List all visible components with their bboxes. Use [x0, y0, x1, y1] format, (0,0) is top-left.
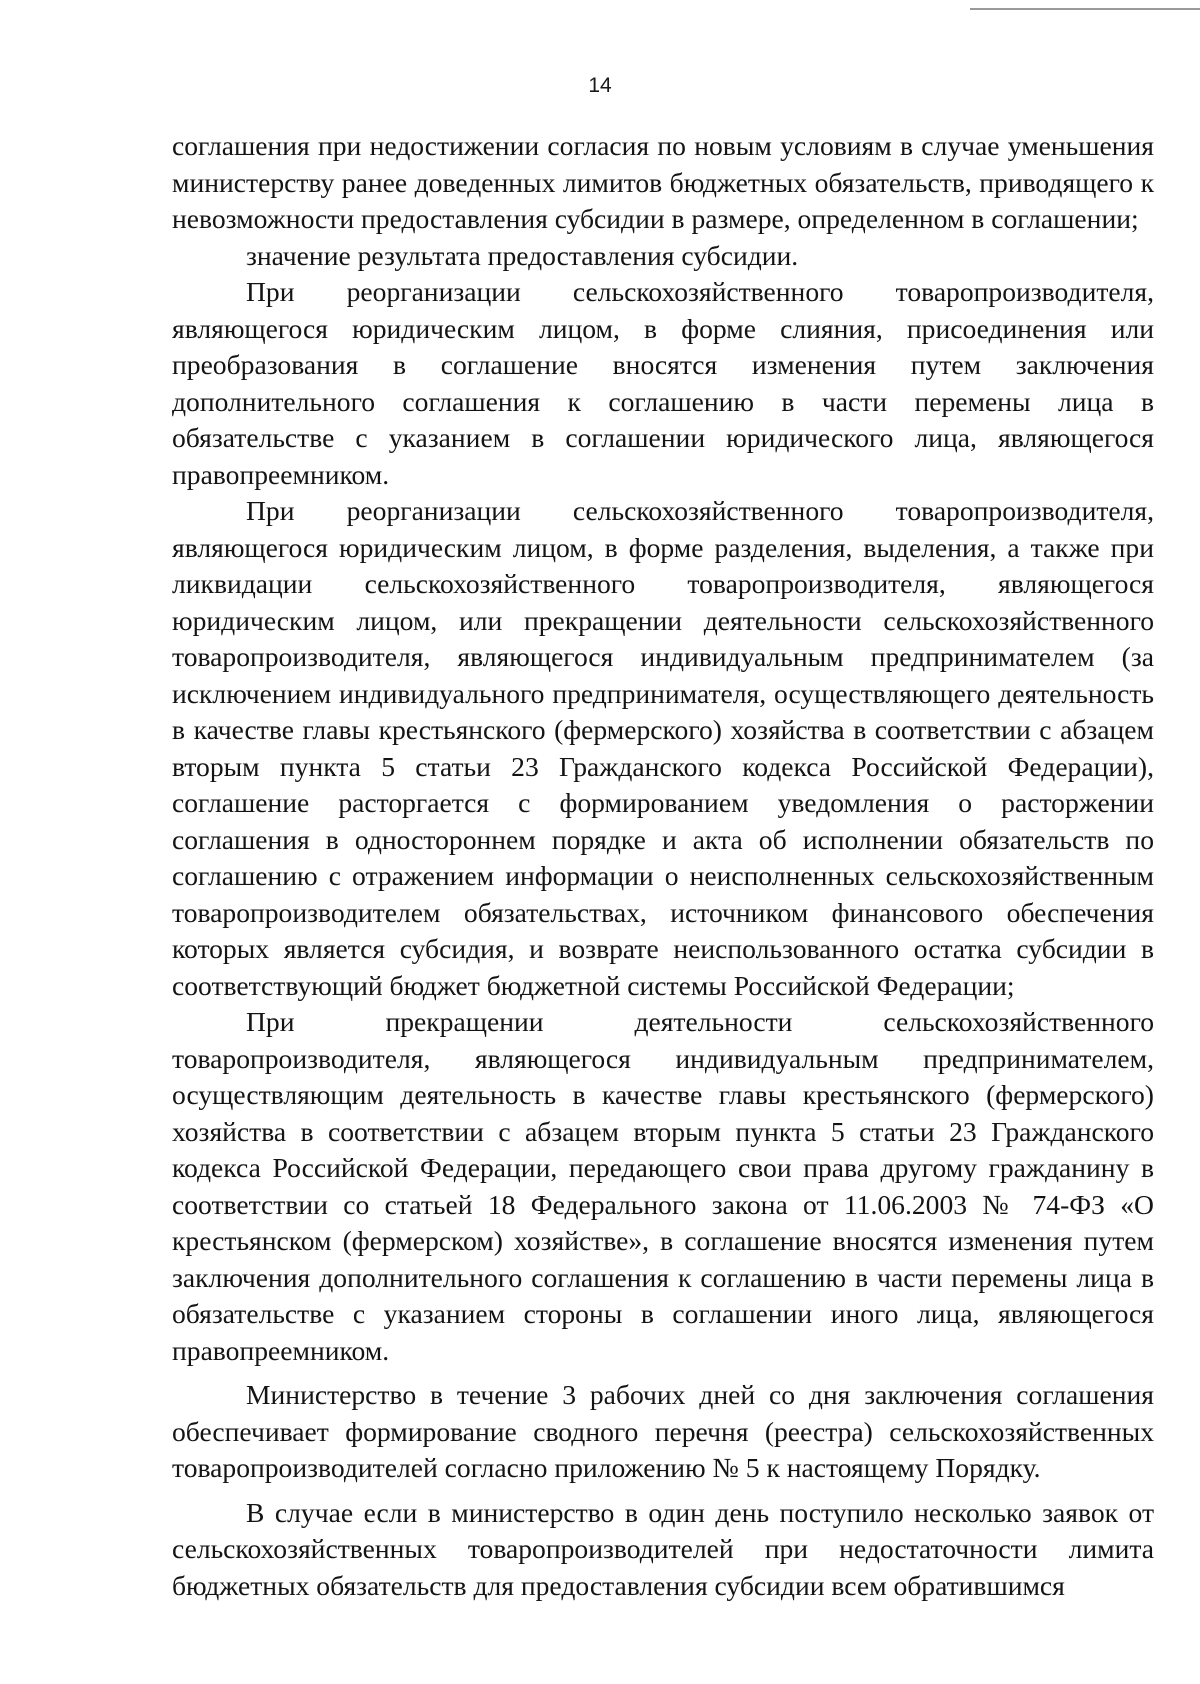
paragraph-reorganization-division: При реорганизации сельскохозяйственного товаропроизводителя, являющегося юридическим лицом, в форме разделения, выделения, а также при ликвидации сельскохозяйственного товаропроизводителя, являющегося юридическим лицом, или прекращении деятельности сельскохозяйственного товаропроизводителя, являющегося индивидуальным предпринимателем (за исключением индивидуального предпринимателя, осуществляющего деятельность в качестве главы крестьянского (фермерского) хозяйства в соответствии с абзацем вторым пункта 5 статьи 23 Гражданского кодекса Российской Федерации), соглашение расторгается с формированием уведомления о расторжении соглашения в одностороннем порядке и акта об исполнении обязательств по соглашению с отражением информации о неисполненных сельскохозяйственным товаропроизводителем обязательствах, источником финансового обеспечения которых является субсидия, и возврате неиспользованного остатка субсидии в соответствующий бюджет бюджетной системы Российской Федерации;	[172, 495, 1154, 1001]
paragraph-multiple-applications: В случае если в министерство в один день поступило несколько заявок от сельскохозяйственных товаропроизводителей при недостаточности лимита бюджетных обязательств для предоставления субсидии всем обратившимся	[172, 1496, 1154, 1601]
page-number: 14	[588, 74, 612, 97]
paragraph-agreement-termination-clause: соглашения при недостижении согласия по новым условиям в случае уменьшения министерству ранее доведенных лимитов бюджетных обязательств, приводящего к невозможности предоставления субсидии в размере, определенном в соглашении;	[172, 130, 1154, 234]
paragraph-farm-head-succession: При прекращении деятельности сельскохозяйственного товаропроизводителя, являющегося индивидуальным предпринимателем, осуществляющим деятельность в качестве главы крестьянского (фермерского) хозяйства в соответствии с абзацем вторым пункта 5 статьи 23 Гражданского кодекса Российской Федерации, передающего свои права другому гражданину в соответствии со статьей 18 Федерального закона от 11.06.2003 № 74-ФЗ «О крестьянском (фермерском) хозяйстве», в соглашение вносятся изменения путем заключения дополнительного соглашения к соглашению в части перемены лица в обязательстве с указанием стороны в соглашении иного лица, являющегося правопреемником.	[172, 1006, 1154, 1366]
document-body	[172, 128, 1154, 1604]
paragraph-reorganization-merger: При реорганизации сельскохозяйственного товаропроизводителя, являющегося юридическим лицом, в форме слияния, присоединения или преобразования в соглашение вносятся изменения путем заключения дополнительного соглашения к соглашению в части перемены лица в обязательстве с указанием в соглашении юридического лица, являющегося правопреемником.	[172, 276, 1154, 490]
scan-edge-line	[970, 8, 1200, 10]
paragraph-result-value: значение результата предоставления субсидии.	[246, 239, 799, 271]
paragraph-registry-formation: Министерство в течение 3 рабочих дней со дня заключения соглашения обеспечивает формирование сводного перечня (реестра) сельскохозяйственных товаропроизводителей согласно приложению № 5 к настоящему Порядку.	[172, 1379, 1154, 1483]
